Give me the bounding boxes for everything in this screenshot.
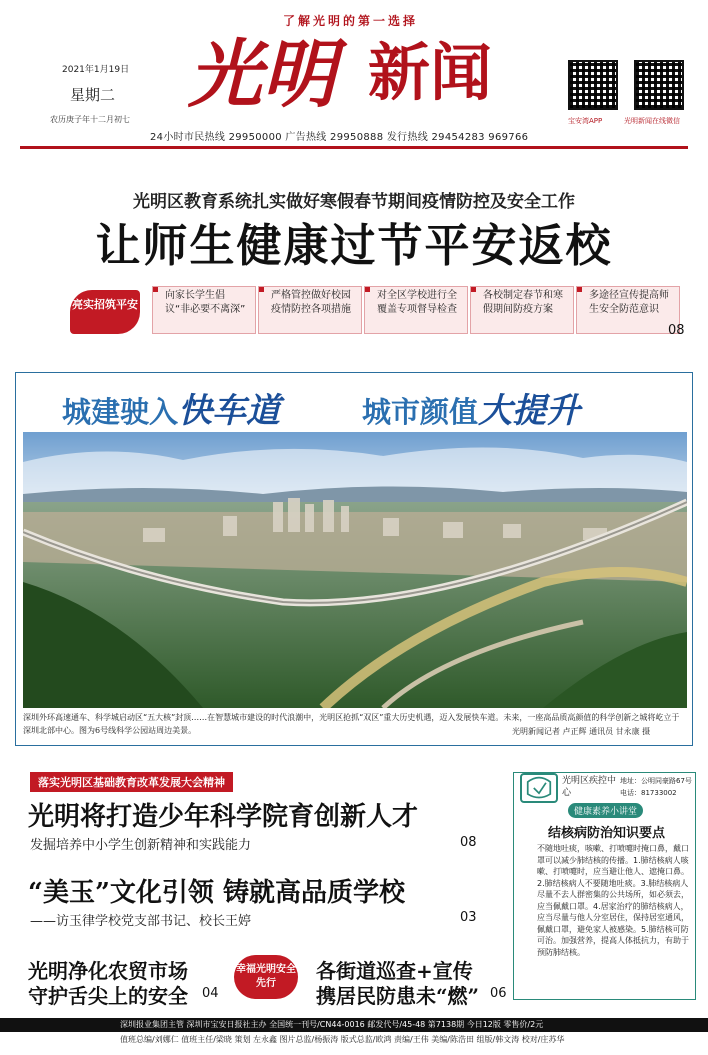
lead-point-2: 严格管控做好校园疫情防控各项措施 [258,286,362,334]
banner-left-em: 快车道 [178,391,281,431]
svg-text:光明: 光明 [188,32,336,118]
photo-credit: 光明新闻记者 卢正辉 通讯员 甘永康 摄 [512,727,651,736]
masthead-divider [20,146,688,149]
story-4-page-ref[interactable]: 06 [490,986,507,1001]
photo-banner-right [362,383,580,432]
lead-kicker: 光明区教育系统扎实做好寒假春节期间疫情防控及安全工作 [133,192,575,212]
story-4-title-line-1[interactable]: 各街道巡查+宣传 [316,959,473,983]
section-tag: 落实光明区基础教育改革发展大会精神 [30,772,233,792]
photo-caption: 深圳外环高速通车、科学城启动区“五大核”封顶……在智慧城市建设的时代浪潮中，光明区抢抓“双区”重大历史机遇，迈入发展快车道。未来，一座高品质高颜值的科学创新之城将屹立于深圳北部中心。图为6号线科学公园站周边美景。 [23,713,680,735]
lead-point-5: 多途径宣传提高师生安全防范意识 [576,286,680,334]
banner-right-em: 大提升 [478,391,581,431]
sidebar-heading: 结核病防治知识要点 [548,826,666,841]
lead-point-1: 向家长学生倡议“非必要不离深” [152,286,256,334]
hotline-bar: 24小时市民热线 29950000 广告热线 29950888 发行热线 29454283 969766 [150,132,529,143]
masthead-slogan: 了解光明的第一选择 [283,14,419,28]
story-1-subtitle: 发掘培养中小学生创新精神和实践能力 [30,838,252,853]
story-2-page-ref[interactable]: 03 [460,910,477,925]
lead-point-3: 对全区学校进行全覆盖专项督导检查 [364,286,468,334]
safety-pill-badge: 幸福光明安全先行 [234,955,298,999]
aerial-city-photo[interactable] [23,432,687,708]
lead-badge: 亮实招筑平安 [70,290,140,334]
footer-bar: 深圳报业集团主管 深圳市宝安日报社主办 全国统一刊号/CN44-0016 邮发代号/45-48 第7138期 今日12版 零售价/2元 [0,1018,708,1032]
story-4-title-line-2[interactable]: 携居民防患未“燃” [316,984,480,1008]
issue-date: 2021年1月19日 [62,65,130,75]
sidebar-tag: 健康素养小讲堂 [568,803,643,818]
lead-headline[interactable]: 让师生健康过节平安返校 [95,219,613,272]
story-3-title-line-1[interactable]: 光明净化农贸市场 [28,959,188,983]
story-3-title-line-2[interactable]: 守护舌尖上的安全 [28,984,188,1008]
story-2-subtitle: ——访玉律学校党支部书记、校长王婷 [30,914,252,929]
qr-caption-app: 宝安湾APP [568,117,603,125]
sidebar-org-title: 光明区疾控中心 [562,776,617,798]
qr-caption-wechat: 光明新闻在线微信 [624,117,680,125]
svg-text:新闻: 新闻 [368,36,493,109]
sidebar-phone: 电话：81733002 [620,789,677,797]
story-1-page-ref[interactable]: 08 [460,835,477,850]
story-1-title[interactable]: 光明将打造少年科学院育创新人才 [28,802,419,832]
story-2-title[interactable]: “美玉”文化引领 铸就高品质学校 [28,878,405,908]
lead-page-ref[interactable]: 08 [668,323,685,338]
lunar-date: 农历庚子年十二月初七 [50,115,130,124]
issue-weekday: 星期二 [70,86,116,104]
footer-credits: 值班总编/刘娜仁 值班主任/梁晓 策划 左永鑫 图片总监/杨振涛 版式总监/欧鸿 责编/王伟 美编/陈浩田 组版/韩文涛 校对/庄苏华 [120,1035,565,1044]
cdc-logo-icon [520,773,558,803]
story-3-page-ref[interactable]: 04 [202,986,219,1001]
photo-banner-left [62,383,280,432]
sidebar-address: 地址：公明同豪路67号 [620,777,692,785]
banner-left-plain: 城建驶入 [62,395,179,429]
sidebar-body: 不随地吐痰，咳嗽、打喷嚏时掩口鼻，戴口罩可以减少肺结核的传播。1.肺结核病人咳嗽、打喷嚏时，应当避让他人、遮掩口鼻。2.肺结核病人不要随地吐痰。3.肺结核病人尽量不去人群密集的公共场所，如必须去，应当佩戴口罩。4.居家治疗的肺结核病人，应当尽量与他人分室居住，保持居室通风，佩戴口罩，避免家人被感染。5.肺结核可防可治。加强营养，提高人体抵抗力，有助于预防肺结核。 [537,844,689,957]
qr-code-wechat[interactable] [634,60,684,110]
qr-code-app[interactable] [568,60,618,110]
newspaper-logo [178,22,540,122]
banner-right-plain: 城市颜值 [362,395,479,429]
lead-point-4: 各校制定春节和寒假期间防疫方案 [470,286,574,334]
